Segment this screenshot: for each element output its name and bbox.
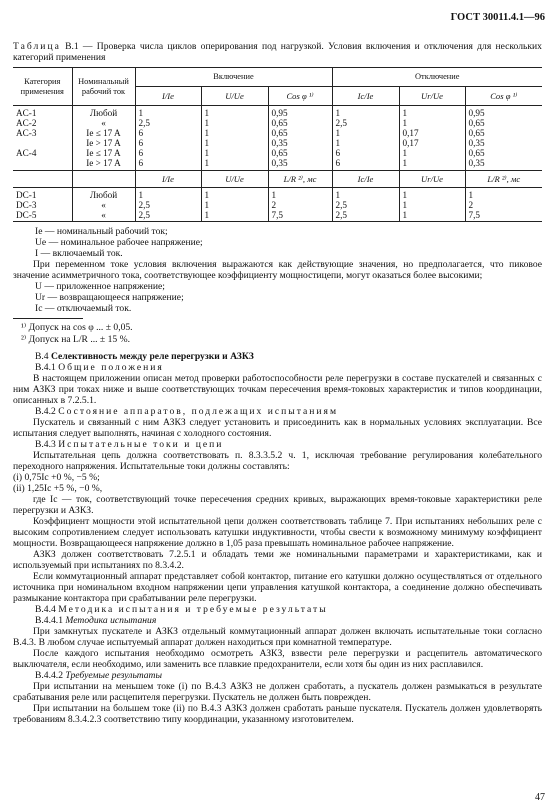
- dc-break-voltage-ratio: 1: [402, 210, 408, 220]
- list-item: (ii) 1,25Ic +5 %, −0 %,: [13, 483, 103, 494]
- header-break: Отключение: [332, 68, 542, 87]
- body-paragraph: При замкнутых пускателе и АЗКЗ отдельный коммутационный аппарат должен включать испытательные токи согласно В.4.3. В любом случае испытуемый аппарат должен находиться при комнатной температуре.: [13, 626, 542, 648]
- dc-rated-current: «: [101, 200, 106, 210]
- section-title: Общие положения: [58, 362, 164, 373]
- dc-make-time-constant: 1: [271, 190, 277, 200]
- ac-make-current-ratio: 6: [138, 138, 144, 148]
- ac-make-cos: 0,35: [271, 158, 288, 168]
- dc-rated-current: «: [101, 210, 106, 220]
- legend-item: Ic — отключаемый ток.: [35, 303, 132, 314]
- ac-make-cos: 0,65: [271, 118, 288, 128]
- dc-make-voltage-ratio: 1: [204, 210, 210, 220]
- ac-break-cos: 0,65: [468, 118, 485, 128]
- ac-make-voltage-ratio: 1: [204, 108, 210, 118]
- body-paragraph: В настоящем приложении описан метод проверки работоспособности реле перегрузки в составе пускателей и связанных с ним АЗКЗ при токах ниже и выше соответствующих точкам пересечения время-токовых характеристик и типов координации, описанных в 7.2.5.1.: [13, 373, 542, 406]
- ac-make-voltage-ratio: 1: [204, 118, 210, 128]
- section-number: В.4.2: [35, 406, 56, 417]
- dc-make-current-ratio: 1: [138, 190, 144, 200]
- subheader-ac: Cos φ ¹⁾: [465, 87, 542, 106]
- ac-make-cos: 0,65: [271, 128, 288, 138]
- ac-break-voltage-ratio: 0,17: [402, 138, 419, 148]
- page-content: [13, 41, 542, 725]
- section-number: В.4: [35, 351, 49, 362]
- ac-make-voltage-ratio: 1: [204, 148, 210, 158]
- body-paragraph: После каждого испытания необходимо осмотреть АЗКЗ, взвести реле перегрузки и расцепитель автоматического выключателя, если необходимо, или заменить все плавкие предохранители, если хотя бы один из них расплавился.: [13, 648, 542, 670]
- ac-break-voltage-ratio: 0,17: [402, 128, 419, 138]
- current-list: [13, 472, 542, 494]
- body-paragraph: Если коммутационный аппарат представляет собой контактор, питание его катушки должно осуществляться от отдельного источника при номинальном входном напряжении цепи управления катушкой контактора, а соединение должно обеспечивать размыкание контактора при срабатывании реле перегрузки.: [13, 571, 542, 604]
- symbol-legend: [13, 226, 542, 259]
- symbol-legend-2: [13, 281, 542, 314]
- dc-make-time-constant: 7,5: [271, 210, 283, 220]
- body-paragraph: При испытании на большем токе (ii) по В.4.3 АЗКЗ должен сработать раньше пускателя. Пускатель должен удовлетворять требованиям 8.3.4.2.3 соответствию типу координации, указанному изготовителем.: [13, 703, 542, 725]
- ac-break-current-ratio: 2,5: [335, 118, 347, 128]
- dc-break-voltage-ratio: 1: [402, 190, 408, 200]
- ac-break-voltage-ratio: 1: [402, 148, 408, 158]
- ac-break-current-ratio: 1: [335, 108, 341, 118]
- dc-break-time-constant: 1: [468, 190, 474, 200]
- footnotes: [13, 322, 542, 345]
- dc-category: DC-5: [16, 210, 37, 220]
- dc-break-time-constant: 2: [468, 200, 474, 210]
- header-category: Категория применения: [13, 68, 72, 106]
- note-paragraph: При переменном токе условия включения выражаются как действующие значения, но предполагается, что пиковое значение асимметричного тока, соответствующее коэффициенту мощностицепи, могут оказаться более высокими;: [13, 259, 542, 281]
- dc-make-voltage-ratio: 1: [204, 190, 210, 200]
- ac-make-cos: 0,35: [271, 138, 288, 148]
- subheader-ac: Ic/Ie: [332, 87, 399, 106]
- ac-category: AC-2: [16, 118, 37, 128]
- ac-category: AC-4: [16, 148, 37, 158]
- dc-category: DC-3: [16, 200, 37, 210]
- ac-category: [16, 138, 69, 148]
- section-number: В.4.3: [35, 439, 56, 450]
- subheader-ac: U/Ue: [201, 87, 268, 106]
- ac-rated-current: Любой: [89, 108, 118, 118]
- ac-make-cos: 0,95: [271, 108, 288, 118]
- list-item: (i) 0,75Ic +0 %, −5 %;: [13, 472, 100, 483]
- dc-make-current-ratio: 2,5: [138, 200, 150, 210]
- subsection-heading: [13, 439, 542, 450]
- subheader-ac: Ur/Ue: [399, 87, 465, 106]
- dc-make-current-ratio: 2,5: [138, 210, 150, 220]
- dc-category: DC-1: [16, 190, 37, 200]
- ac-make-current-ratio: 2,5: [138, 118, 150, 128]
- ac-rated-current: «: [101, 118, 106, 128]
- subheader-ac: I/Ie: [135, 87, 201, 106]
- dc-make-voltage-ratio: 1: [204, 200, 210, 210]
- header-make: Включение: [135, 68, 332, 87]
- subsection-heading: [13, 615, 542, 626]
- legend-item: Ie — номинальный рабочий ток;: [35, 226, 168, 237]
- subheader-dc: Ic/Ie: [332, 171, 399, 188]
- section-number: В.4.1: [35, 362, 56, 373]
- footnote-divider: [13, 318, 83, 319]
- ac-make-voltage-ratio: 1: [204, 128, 210, 138]
- subsection-heading: [13, 604, 542, 615]
- ac-category: AC-3: [16, 128, 37, 138]
- ac-make-voltage-ratio: 1: [204, 158, 210, 168]
- ac-category: [16, 158, 69, 168]
- ac-break-cos: 0,95: [468, 108, 485, 118]
- subsection-heading: [13, 362, 542, 373]
- ac-make-voltage-ratio: 1: [204, 138, 210, 148]
- ac-break-voltage-ratio: 1: [402, 158, 408, 168]
- table-caption: [13, 41, 542, 63]
- section-title: Состояние аппаратов, подлежащих испытаниям: [58, 406, 339, 417]
- ac-break-current-ratio: 1: [335, 138, 341, 148]
- cycles-table: [13, 67, 542, 222]
- section-title: Селективность между реле перегрузки и АЗКЗ: [51, 351, 254, 362]
- dc-rated-current: Любой: [89, 190, 118, 200]
- ac-break-current-ratio: 1: [335, 128, 341, 138]
- ac-break-cos: 0,65: [468, 148, 485, 158]
- legend-item: Ur — возвращающееся напряжение;: [35, 292, 184, 303]
- ac-rated-current: Ie > 17 A: [86, 138, 121, 148]
- table-caption-prefix: Таблица: [13, 41, 61, 52]
- ac-break-cos: 0,35: [468, 138, 485, 148]
- body-paragraph: АЗКЗ должен соответствовать 7.2.5.1 и обладать теми же номинальными параметрами и характеристиками, как и используемый при испытаниях по 8.3.4.2.: [13, 549, 542, 571]
- subheader-ac: Cos φ ¹⁾: [268, 87, 332, 106]
- section-title: Методика испытания и требуемые результаты: [58, 604, 328, 615]
- section-number: В.4.4.1: [35, 615, 63, 626]
- dc-break-current-ratio: 2,5: [335, 200, 347, 210]
- section-heading: [13, 351, 542, 362]
- subheader-dc: I/Ie: [135, 171, 201, 188]
- body-paragraph: Коэффициент мощности этой испытательной цепи должен соответствовать таблице 7. При испытаниях небольших реле с высоким сопротивлением следует использовать катушки индуктивности, чтобы свести к возможному минимуму коэффициент мощности. Возвращающееся напряжение должно в 1,05 раза превышать номинальное рабочее напряжение.: [13, 516, 542, 549]
- legend-item: Ue — номинальное рабочее напряжение;: [35, 237, 203, 248]
- ac-break-current-ratio: 6: [335, 158, 341, 168]
- ac-make-current-ratio: 1: [138, 108, 144, 118]
- ac-rated-current: Ie > 17 A: [86, 158, 121, 168]
- body-paragraph: Пускатель и связанный с ним АЗКЗ следует установить и присоединить как в нормальных условиях эксплуатации. Все испытания следует выполнять, начиная с холодного состояния.: [13, 417, 542, 439]
- footnote: ¹⁾ Допуск на cos φ ... ± 0,05.: [21, 322, 133, 333]
- ac-make-cos: 0,65: [271, 148, 288, 158]
- ac-make-current-ratio: 6: [138, 128, 144, 138]
- ac-break-current-ratio: 6: [335, 148, 341, 158]
- dc-break-voltage-ratio: 1: [402, 200, 408, 210]
- section-number: В.4.4: [35, 604, 56, 615]
- header-rated-current: Номинальный рабочий ток: [72, 68, 135, 106]
- body-paragraph: Испытательная цепь должна соответствовать п. 8.3.3.5.2 ч. 1, исключая требование регулирования колебательного переходного напряжения. Испытательные токи должны составлять:: [13, 450, 542, 472]
- ac-make-current-ratio: 6: [138, 158, 144, 168]
- subheader-dc: L/R ²⁾, мс: [465, 171, 542, 188]
- dc-break-current-ratio: 1: [335, 190, 341, 200]
- ac-break-cos: 0,35: [468, 158, 485, 168]
- ac-break-voltage-ratio: 1: [402, 118, 408, 128]
- dc-break-current-ratio: 2,5: [335, 210, 347, 220]
- ac-make-current-ratio: 6: [138, 148, 144, 158]
- page-number: 47: [535, 792, 545, 803]
- ac-category: AC-1: [16, 108, 37, 118]
- ac-rated-current: Ie ≤ 17 A: [86, 128, 121, 138]
- subsection-heading: [13, 406, 542, 417]
- ac-break-cos: 0,65: [468, 128, 485, 138]
- section-title: Требуемые результаты: [65, 670, 162, 681]
- body-paragraph: При испытании на меньшем токе (i) по В.4.3 АЗКЗ не должен сработать, а пускатель должен размыкаться в результате срабатывания реле или расцепителя перегрузки. Пускатель не должен быть поврежден.: [13, 681, 542, 703]
- legend-item: I — включаемый ток.: [35, 248, 123, 259]
- ac-break-voltage-ratio: 1: [402, 108, 408, 118]
- section-title: Методика испытания: [65, 615, 157, 626]
- section-number: В.4.4.2: [35, 670, 63, 681]
- subheader-dc: U/Ue: [201, 171, 268, 188]
- dc-make-time-constant: 2: [271, 200, 277, 210]
- ac-rated-current: Ie ≤ 17 A: [86, 148, 121, 158]
- body-paragraph: где Ic — ток, соответствующий точке пересечения средних кривых, выражающих время-токовые характеристики реле перегрузки и АЗКЗ.: [13, 494, 542, 516]
- subsection-heading: [13, 670, 542, 681]
- section-title: Испытательные токи и цепи: [58, 439, 224, 450]
- subheader-dc: L/R ²⁾, мс: [268, 171, 332, 188]
- dc-break-time-constant: 7,5: [468, 210, 480, 220]
- subheader-dc: Ur/Ue: [399, 171, 465, 188]
- table-caption-text: В.1 — Проверка числа циклов оперирования под нагрузкой. Условия включения и отключения для нескольких категорий применения: [13, 41, 542, 63]
- footnote: ²⁾ Допуск на L/R ... ± 15 %.: [21, 334, 130, 345]
- legend-item: U — приложенное напряжение;: [35, 281, 165, 292]
- document-header: ГОСТ 30011.4.1—96: [450, 12, 545, 23]
